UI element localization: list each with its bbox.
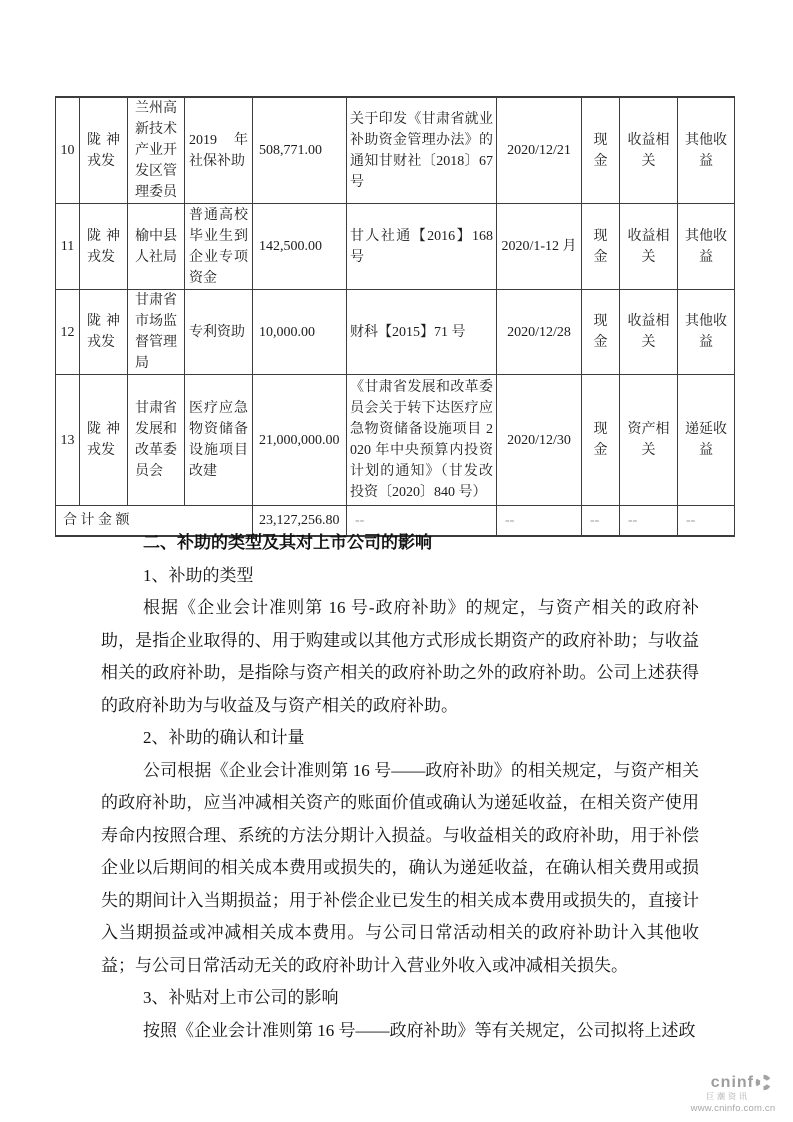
cell-subsidy-type: 收益相关 bbox=[620, 97, 678, 204]
cninfo-watermark bbox=[688, 1074, 778, 1114]
cell-subsidy-type: 资产相关 bbox=[620, 375, 678, 506]
cell-subsidy-form: 现金 bbox=[582, 375, 620, 506]
cninfo-logo-text: cninf bbox=[710, 1073, 754, 1091]
subsection-3-title: 3、补贴对上市公司的影响 bbox=[143, 988, 339, 1007]
cell-grant-authority: 甘肃省市场监督管理局 bbox=[128, 290, 185, 375]
paragraph-impact: 按照《企业会计准则第 16 号——政府补助》等有关规定，公司拟将上述政 bbox=[143, 1020, 696, 1040]
cell-subsidy-item: 医疗应急物资储备设施项目改建 bbox=[185, 375, 253, 506]
subsection-2-title: 2、补助的确认和计量 bbox=[143, 728, 305, 747]
cell-total-amount: 23,127,256.80 bbox=[253, 506, 347, 536]
cell-total-type-dash: -- bbox=[620, 506, 678, 536]
cell-accounting-classification: 其他收益 bbox=[678, 204, 735, 290]
cell-subsidy-form: 现金 bbox=[582, 97, 620, 204]
cell-company: 陇神戎发 bbox=[80, 97, 128, 204]
section-heading: 二、补助的类型及其对上市公司的影响 bbox=[143, 533, 432, 552]
cell-accounting-classification: 递延收益 bbox=[678, 375, 735, 506]
paragraph-recognition-measurement: 公司根据《企业会计准则第 16 号——政府补助》的相关规定，与资产相关的政府补助，应当冲减相关资产的账面价值或确认为递延收益，在相关资产使用寿命内按照合理、系统的方法分期计入损益。与收益相关的政府补助，用于补偿企业以后期间的相关成本费用或损失的，确认为递延收益，在确认相关费用或损失的期间计入当期损益；用于补偿企业已发生的相关成本费用或损失的，直接计入当期损益或冲减相关成本费用。与公司日常活动相关的政府补助计入其他收益；与公司日常活动无关的政府补助计入营业外收入或冲减相关损失。 bbox=[101, 760, 699, 975]
paragraph-subsidy-types: 根据《企业会计准则第 16 号-政府补助》的规定，与资产相关的政府补助，是指企业取得的、用于购建或以其他方式形成长期资产的政府补助；与收益相关的政府补助，是指除与资产相关的政府补助之外的政府补助。公司上述获得的政府补助为与收益及与资产相关的政府补助。 bbox=[101, 598, 699, 715]
cell-company: 陇神戎发 bbox=[80, 204, 128, 290]
cell-amount: 21,000,000.00 bbox=[253, 375, 347, 506]
table-row bbox=[56, 97, 735, 204]
table-row bbox=[56, 290, 735, 375]
cell-date: 2020/1-12 月 bbox=[497, 204, 582, 290]
cninfo-url: www.cninfo.com.cn bbox=[690, 1103, 776, 1114]
cell-company: 陇神戎发 bbox=[80, 375, 128, 506]
cell-subsidy-type: 收益相关 bbox=[620, 204, 678, 290]
cell-grant-authority: 甘肃省发展和改革委员会 bbox=[128, 375, 185, 506]
cell-amount: 10,000.00 bbox=[253, 290, 347, 375]
cell-grant-authority: 榆中县人社局 bbox=[128, 204, 185, 290]
cell-subsidy-item: 专利资助 bbox=[185, 290, 253, 375]
cell-total-basis-dash: -- bbox=[347, 506, 497, 536]
cell-date: 2020/12/21 bbox=[497, 97, 582, 204]
cell-row-number: 10 bbox=[56, 97, 80, 204]
cell-subsidy-item: 普通高校毕业生到企业专项资金 bbox=[185, 204, 253, 290]
cell-company: 陇神戎发 bbox=[80, 290, 128, 375]
cell-row-number: 11 bbox=[56, 204, 80, 290]
cell-subsidy-form: 现金 bbox=[582, 204, 620, 290]
cell-total-date-dash: -- bbox=[497, 506, 582, 536]
cell-subsidy-type: 收益相关 bbox=[620, 290, 678, 375]
cell-document-basis: 财科【2015】71 号 bbox=[347, 290, 497, 375]
cell-document-basis: 《甘肃省发展和改革委员会关于转下达医疗应急物资储备设施项目 2020 年中央预算内投资计划的通知》（甘发改投资〔2020〕840 号） bbox=[347, 375, 497, 506]
subsection-1-title: 1、补助的类型 bbox=[143, 565, 254, 585]
cell-document-basis: 甘人社通【2016】168 号 bbox=[347, 204, 497, 290]
cninfo-swirl-icon bbox=[755, 1074, 772, 1091]
cell-accounting-classification: 其他收益 bbox=[678, 290, 735, 375]
cell-total-classification-dash: -- bbox=[678, 506, 735, 536]
cell-accounting-classification: 其他收益 bbox=[678, 97, 735, 204]
cell-subsidy-form: 现金 bbox=[582, 290, 620, 375]
cell-total-label: 合 计 金 额 bbox=[56, 506, 253, 536]
cninfo-chinese-name: 巨潮资讯 bbox=[706, 1092, 750, 1101]
government-subsidy-table bbox=[55, 96, 735, 537]
cell-amount: 142,500.00 bbox=[253, 204, 347, 290]
cell-row-number: 13 bbox=[56, 375, 80, 506]
cell-row-number: 12 bbox=[56, 290, 80, 375]
cell-grant-authority: 兰州高新技术产业开发区管理委员 bbox=[128, 97, 185, 204]
table-row bbox=[56, 204, 735, 290]
table-row bbox=[56, 375, 735, 506]
document-body bbox=[101, 527, 699, 1047]
cell-date: 2020/12/28 bbox=[497, 290, 582, 375]
cell-date: 2020/12/30 bbox=[497, 375, 582, 506]
cell-total-form-dash: -- bbox=[582, 506, 620, 536]
cell-subsidy-item: 2019 年社保补助 bbox=[185, 97, 253, 204]
cell-document-basis: 关于印发《甘肃省就业补助资金管理办法》的通知甘财社〔2018〕67 号 bbox=[347, 97, 497, 204]
cell-amount: 508,771.00 bbox=[253, 97, 347, 204]
